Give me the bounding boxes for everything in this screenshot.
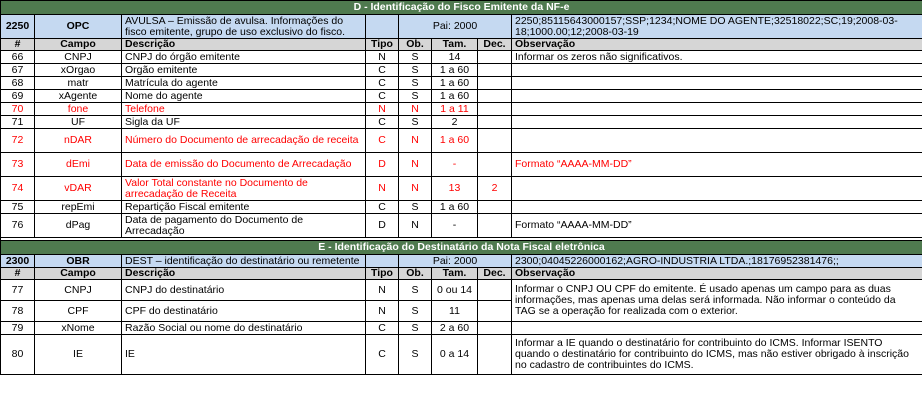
header-desc: Descrição (122, 268, 366, 280)
row-number: 77 (1, 280, 35, 301)
field-size: 2 a 60 (432, 322, 478, 335)
header-dec: Dec. (478, 39, 512, 51)
group-row (1, 15, 922, 39)
header-dec: Dec. (478, 268, 512, 280)
row-number: 69 (1, 90, 35, 103)
group-opc: OPC (35, 15, 122, 39)
table-row (1, 335, 922, 375)
field-required: S (399, 64, 432, 77)
field-decimals (478, 64, 512, 77)
field-type: N (366, 51, 399, 64)
field-name: CPF (35, 301, 122, 322)
field-observation (512, 177, 922, 201)
table-row (1, 116, 922, 129)
field-type: D (366, 153, 399, 177)
field-observation: Formato “AAAA-MM-DD” (512, 214, 922, 238)
field-name: xNome (35, 322, 122, 335)
column-header-row (1, 39, 922, 51)
field-observation (512, 322, 922, 335)
header-num: # (1, 268, 35, 280)
table-row (1, 177, 922, 201)
table-row (1, 64, 922, 77)
field-observation: Informar a IE quando o destinatário for contribuinto do ICMS. Informar ISENTO quando o destinatário for contribuinto do ICMS, mas não estiver obrigado à inscrição no cadastro de contribuintes do ICMS. (512, 335, 922, 375)
field-required: N (399, 214, 432, 238)
field-name: repEmi (35, 201, 122, 214)
group-tipo (366, 255, 399, 268)
field-observation (512, 90, 922, 103)
field-type: N (366, 280, 399, 301)
field-decimals (478, 51, 512, 64)
header-obs: Observação (512, 39, 922, 51)
header-ob: Ob. (399, 39, 432, 51)
field-type: C (366, 116, 399, 129)
field-name: nDAR (35, 129, 122, 153)
header-tam: Tam. (432, 268, 478, 280)
field-required: S (399, 280, 432, 301)
field-type: N (366, 301, 399, 322)
field-description: Número do Documento de arrecadação de receita (122, 129, 366, 153)
field-observation: Informar os zeros não significativos. (512, 51, 922, 64)
field-name: UF (35, 116, 122, 129)
field-required: S (399, 201, 432, 214)
field-type: C (366, 77, 399, 90)
group-description: AVULSA – Emissão de avulsa. Informações do fisco emitente, grupo de uso exclusivo do fisco. (122, 15, 366, 39)
field-type: C (366, 129, 399, 153)
field-decimals (478, 322, 512, 335)
group-pai: Pai: 2000 (399, 15, 512, 39)
table-row (1, 103, 922, 116)
field-description: Repartição Fiscal emitente (122, 201, 366, 214)
field-description: Matrícula do agente (122, 77, 366, 90)
row-number: 74 (1, 177, 35, 201)
field-observation (512, 116, 922, 129)
field-size: 0 a 14 (432, 335, 478, 375)
row-number: 76 (1, 214, 35, 238)
field-decimals (478, 153, 512, 177)
row-number: 70 (1, 103, 35, 116)
field-size: 0 ou 14 (432, 280, 478, 301)
row-number: 73 (1, 153, 35, 177)
field-name: xAgente (35, 90, 122, 103)
row-number: 80 (1, 335, 35, 375)
field-name: xOrgao (35, 64, 122, 77)
field-decimals: 2 (478, 177, 512, 201)
table-row (1, 201, 922, 214)
field-decimals (478, 77, 512, 90)
section-title-row (1, 1, 922, 15)
field-decimals (478, 214, 512, 238)
header-tam: Tam. (432, 39, 478, 51)
field-decimals (478, 201, 512, 214)
field-size: 11 (432, 301, 478, 322)
field-size: 1 a 60 (432, 77, 478, 90)
field-name: dPag (35, 214, 122, 238)
header-desc: Descrição (122, 39, 366, 51)
header-campo: Campo (35, 268, 122, 280)
field-name: matr (35, 77, 122, 90)
header-obs: Observação (512, 268, 922, 280)
group-id: 2300 (1, 255, 35, 268)
section-title-row (1, 241, 922, 255)
field-required: S (399, 90, 432, 103)
field-decimals (478, 129, 512, 153)
header-num: # (1, 39, 35, 51)
field-decimals (478, 280, 512, 301)
field-size: 14 (432, 51, 478, 64)
row-number: 71 (1, 116, 35, 129)
field-description: CNPJ do destinatário (122, 280, 366, 301)
table-row (1, 129, 922, 153)
field-description: IE (122, 335, 366, 375)
field-required: S (399, 51, 432, 64)
field-description: Telefone (122, 103, 366, 116)
field-description: Valor Total constante no Documento de arrecadação de Receita (122, 177, 366, 201)
table-row (1, 280, 922, 301)
header-tipo: Tipo (366, 39, 399, 51)
section-title: E - Identificação do Destinatário da Nota Fiscal eletrônica (1, 241, 922, 255)
field-size: 2 (432, 116, 478, 129)
field-type: C (366, 64, 399, 77)
field-description: Sigla da UF (122, 116, 366, 129)
field-observation (512, 103, 922, 116)
field-description: Nome do agente (122, 90, 366, 103)
row-number: 67 (1, 64, 35, 77)
field-type: C (366, 322, 399, 335)
group-pai: Pai: 2000 (399, 255, 512, 268)
table-row (1, 214, 922, 238)
header-campo: Campo (35, 39, 122, 51)
field-required: S (399, 322, 432, 335)
field-required: N (399, 153, 432, 177)
field-required: S (399, 116, 432, 129)
group-opc: OBR (35, 255, 122, 268)
field-type: N (366, 103, 399, 116)
field-observation: Formato “AAAA-MM-DD” (512, 153, 922, 177)
field-size: 1 a 60 (432, 201, 478, 214)
group-tipo (366, 15, 399, 39)
field-description: Orgão emitente (122, 64, 366, 77)
field-name: fone (35, 103, 122, 116)
table-row (1, 77, 922, 90)
row-number: 68 (1, 77, 35, 90)
field-observation: Informar o CNPJ OU CPF do emitente. É usado apenas um campo para as duas informações, mas apenas uma delas será informada. Não informar o conteúdo da TAG se a operação for realizada com o exterior. (512, 280, 922, 322)
field-decimals (478, 301, 512, 322)
field-required: S (399, 77, 432, 90)
group-description: DEST – identificação do destinatário ou remetente (122, 255, 366, 268)
field-type: D (366, 214, 399, 238)
field-type: N (366, 177, 399, 201)
field-required: S (399, 335, 432, 375)
field-required: N (399, 129, 432, 153)
field-size: 1 a 60 (432, 129, 478, 153)
field-type: C (366, 201, 399, 214)
table-row (1, 322, 922, 335)
field-description: Razão Social ou nome do destinatário (122, 322, 366, 335)
field-required: N (399, 103, 432, 116)
row-number: 78 (1, 301, 35, 322)
field-decimals (478, 116, 512, 129)
group-example: 2300;04045226000162;AGRO-INDUSTRIA LTDA.;18176952381476;; (512, 255, 922, 268)
field-decimals (478, 335, 512, 375)
field-size: - (432, 214, 478, 238)
table-row (1, 90, 922, 103)
field-type: C (366, 335, 399, 375)
field-size: 1 a 11 (432, 103, 478, 116)
field-name: dEmi (35, 153, 122, 177)
column-header-row (1, 268, 922, 280)
field-size: 1 a 60 (432, 64, 478, 77)
field-type: C (366, 90, 399, 103)
field-observation (512, 64, 922, 77)
field-observation (512, 201, 922, 214)
field-required: S (399, 301, 432, 322)
field-description: Data de emissão do Documento de Arrecadação (122, 153, 366, 177)
field-name: CNPJ (35, 280, 122, 301)
field-description: Data de pagamento do Documento de Arrecadação (122, 214, 366, 238)
field-name: CNPJ (35, 51, 122, 64)
field-observation (512, 77, 922, 90)
header-tipo: Tipo (366, 268, 399, 280)
group-example: 2250;85115643000157;SSP;1234;NOME DO AGENTE;32518022;SC;19;2008-03-18;1000.00;12;2008-03-19 (512, 15, 922, 39)
field-name: vDAR (35, 177, 122, 201)
row-number: 72 (1, 129, 35, 153)
group-id: 2250 (1, 15, 35, 39)
field-observation (512, 129, 922, 153)
header-ob: Ob. (399, 268, 432, 280)
group-row (1, 255, 922, 268)
row-number: 66 (1, 51, 35, 64)
table-row (1, 51, 922, 64)
section-title: D - Identificação do Fisco Emitente da NF-e (1, 1, 922, 15)
field-size: - (432, 153, 478, 177)
field-description: CNPJ do órgão emitente (122, 51, 366, 64)
field-decimals (478, 103, 512, 116)
field-size: 13 (432, 177, 478, 201)
field-description: CPF do destinatário (122, 301, 366, 322)
table-row (1, 153, 922, 177)
row-number: 75 (1, 201, 35, 214)
row-number: 79 (1, 322, 35, 335)
field-required: N (399, 177, 432, 201)
field-decimals (478, 90, 512, 103)
field-name: IE (35, 335, 122, 375)
field-size: 1 a 60 (432, 90, 478, 103)
